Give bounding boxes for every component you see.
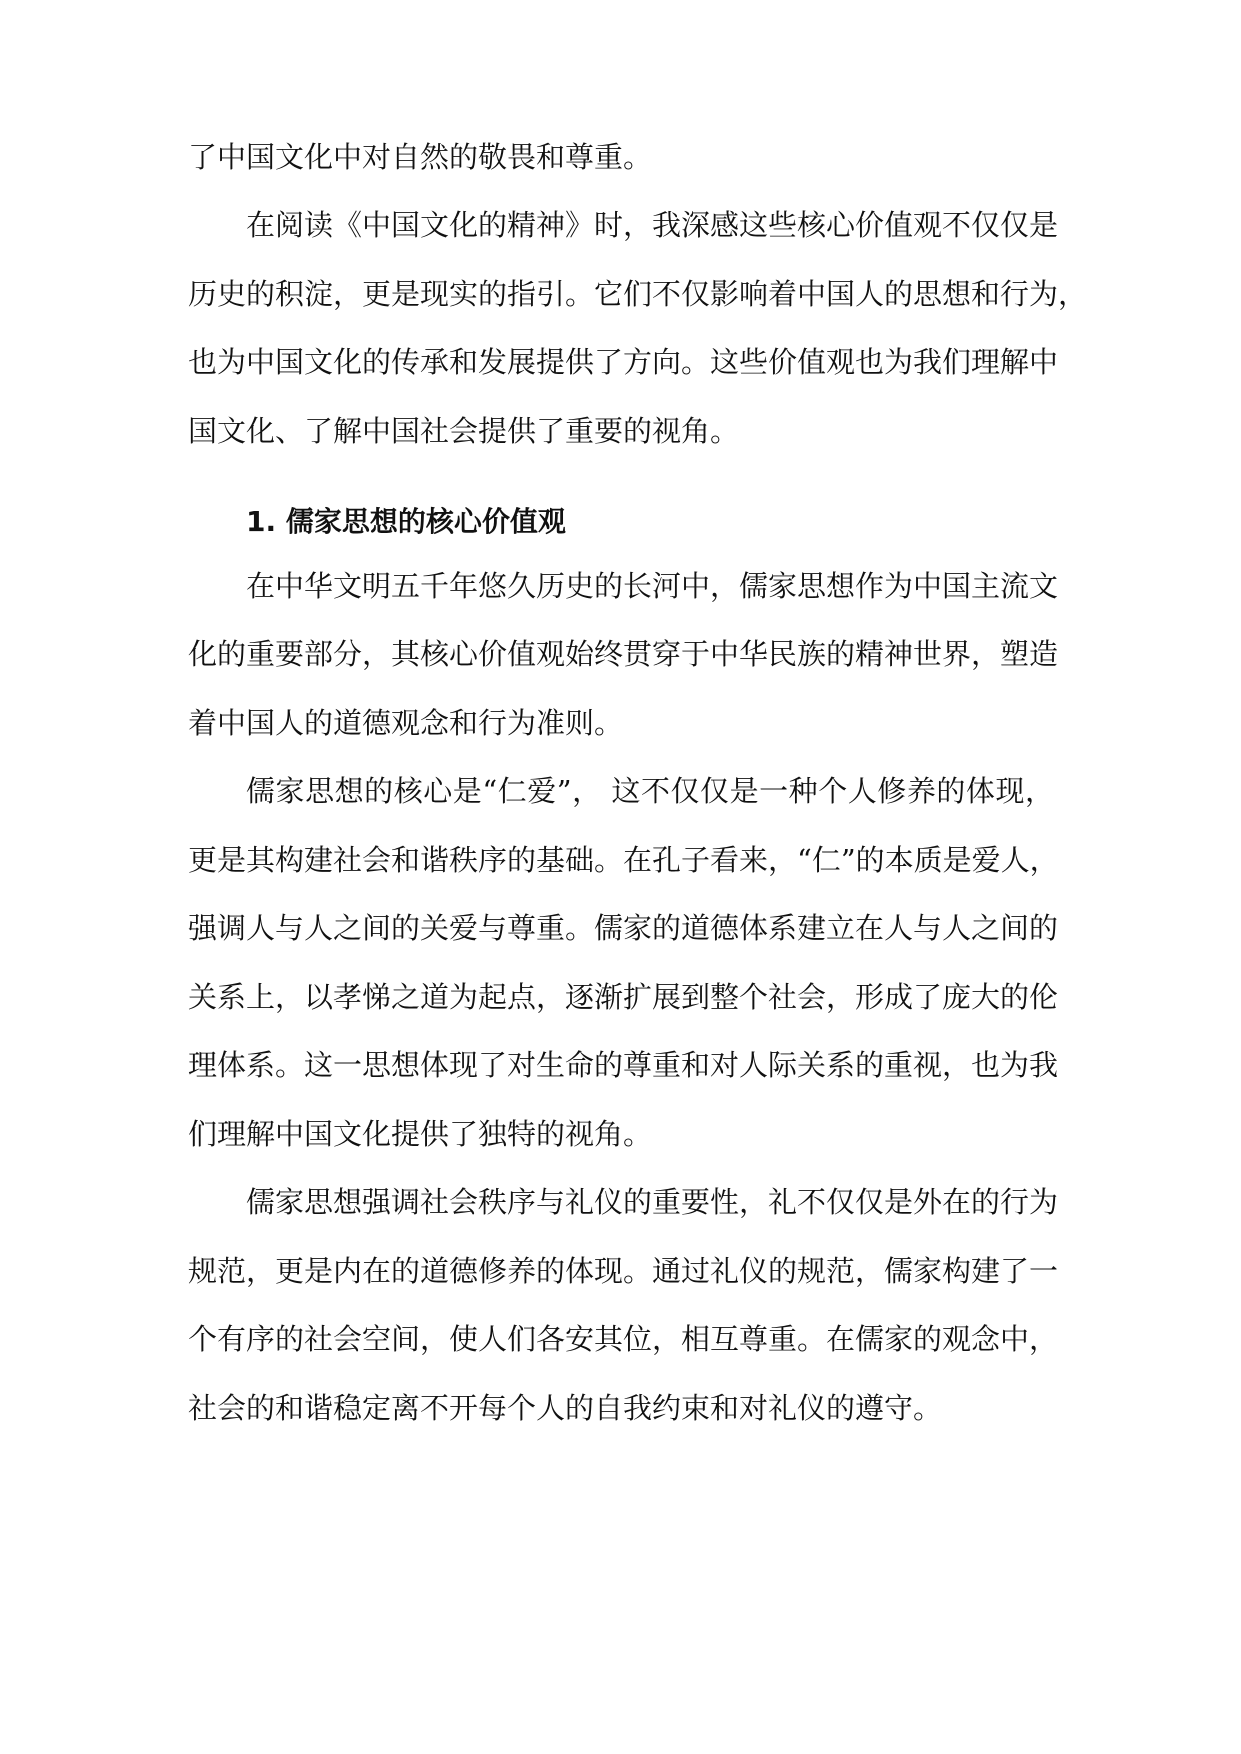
paragraph-line: 化的重要部分，其核心价值观始终贯穿于中华民族的精神世界，塑造 [188, 637, 1059, 671]
paragraph-line: 国文化、了解中国社会提供了重要的视角。 [188, 414, 740, 448]
paragraph-line: 了中国文化中对自然的敬畏和尊重。 [188, 140, 653, 174]
paragraph-line: 更是其构建社会和谐秩序的基础。在孔子看来，“仁”的本质是爱人， [188, 843, 1059, 877]
paragraph-line: 儒家思想的核心是“仁爱”， 这不仅仅是一种个人修养的体现， [246, 774, 1054, 808]
paragraph-line: 们理解中国文化提供了独特的视角。 [188, 1117, 653, 1151]
paragraph-line: 也为中国文化的传承和发展提供了方向。这些价值观也为我们理解中 [188, 345, 1059, 379]
paragraph-line: 关系上，以孝悌之道为起点，逐渐扩展到整个社会，形成了庞大的伦 [188, 980, 1059, 1014]
paragraph-line: 历史的积淀，更是现实的指引。它们不仅影响着中国人的思想和行为， [188, 277, 1088, 311]
paragraph-line: 强调人与人之间的关爱与尊重。儒家的道德体系建立在人与人之间的 [188, 911, 1059, 945]
paragraph-line: 着中国人的道德观念和行为准则。 [188, 706, 624, 740]
paragraph-line: 个有序的社会空间，使人们各安其位，相互尊重。在儒家的观念中， [188, 1322, 1059, 1356]
paragraph-line: 儒家思想强调社会秩序与礼仪的重要性，礼不仅仅是外在的行为 [246, 1185, 1059, 1219]
paragraph-line: 在中华文明五千年悠久历史的长河中，儒家思想作为中国主流文 [246, 569, 1059, 603]
paragraph-line: 规范，更是内在的道德修养的体现。通过礼仪的规范，儒家构建了一 [188, 1254, 1059, 1288]
paragraph-line: 在阅读《中国文化的精神》时，我深感这些核心价值观不仅仅是 [246, 208, 1059, 242]
paragraph-line: 社会的和谐稳定离不开每个人的自我约束和对礼仪的遵守。 [188, 1391, 943, 1425]
section-heading: 1. 儒家思想的核心价值观 [246, 505, 566, 538]
paragraph-line: 理体系。这一思想体现了对生命的尊重和对人际关系的重视，也为我 [188, 1048, 1059, 1082]
